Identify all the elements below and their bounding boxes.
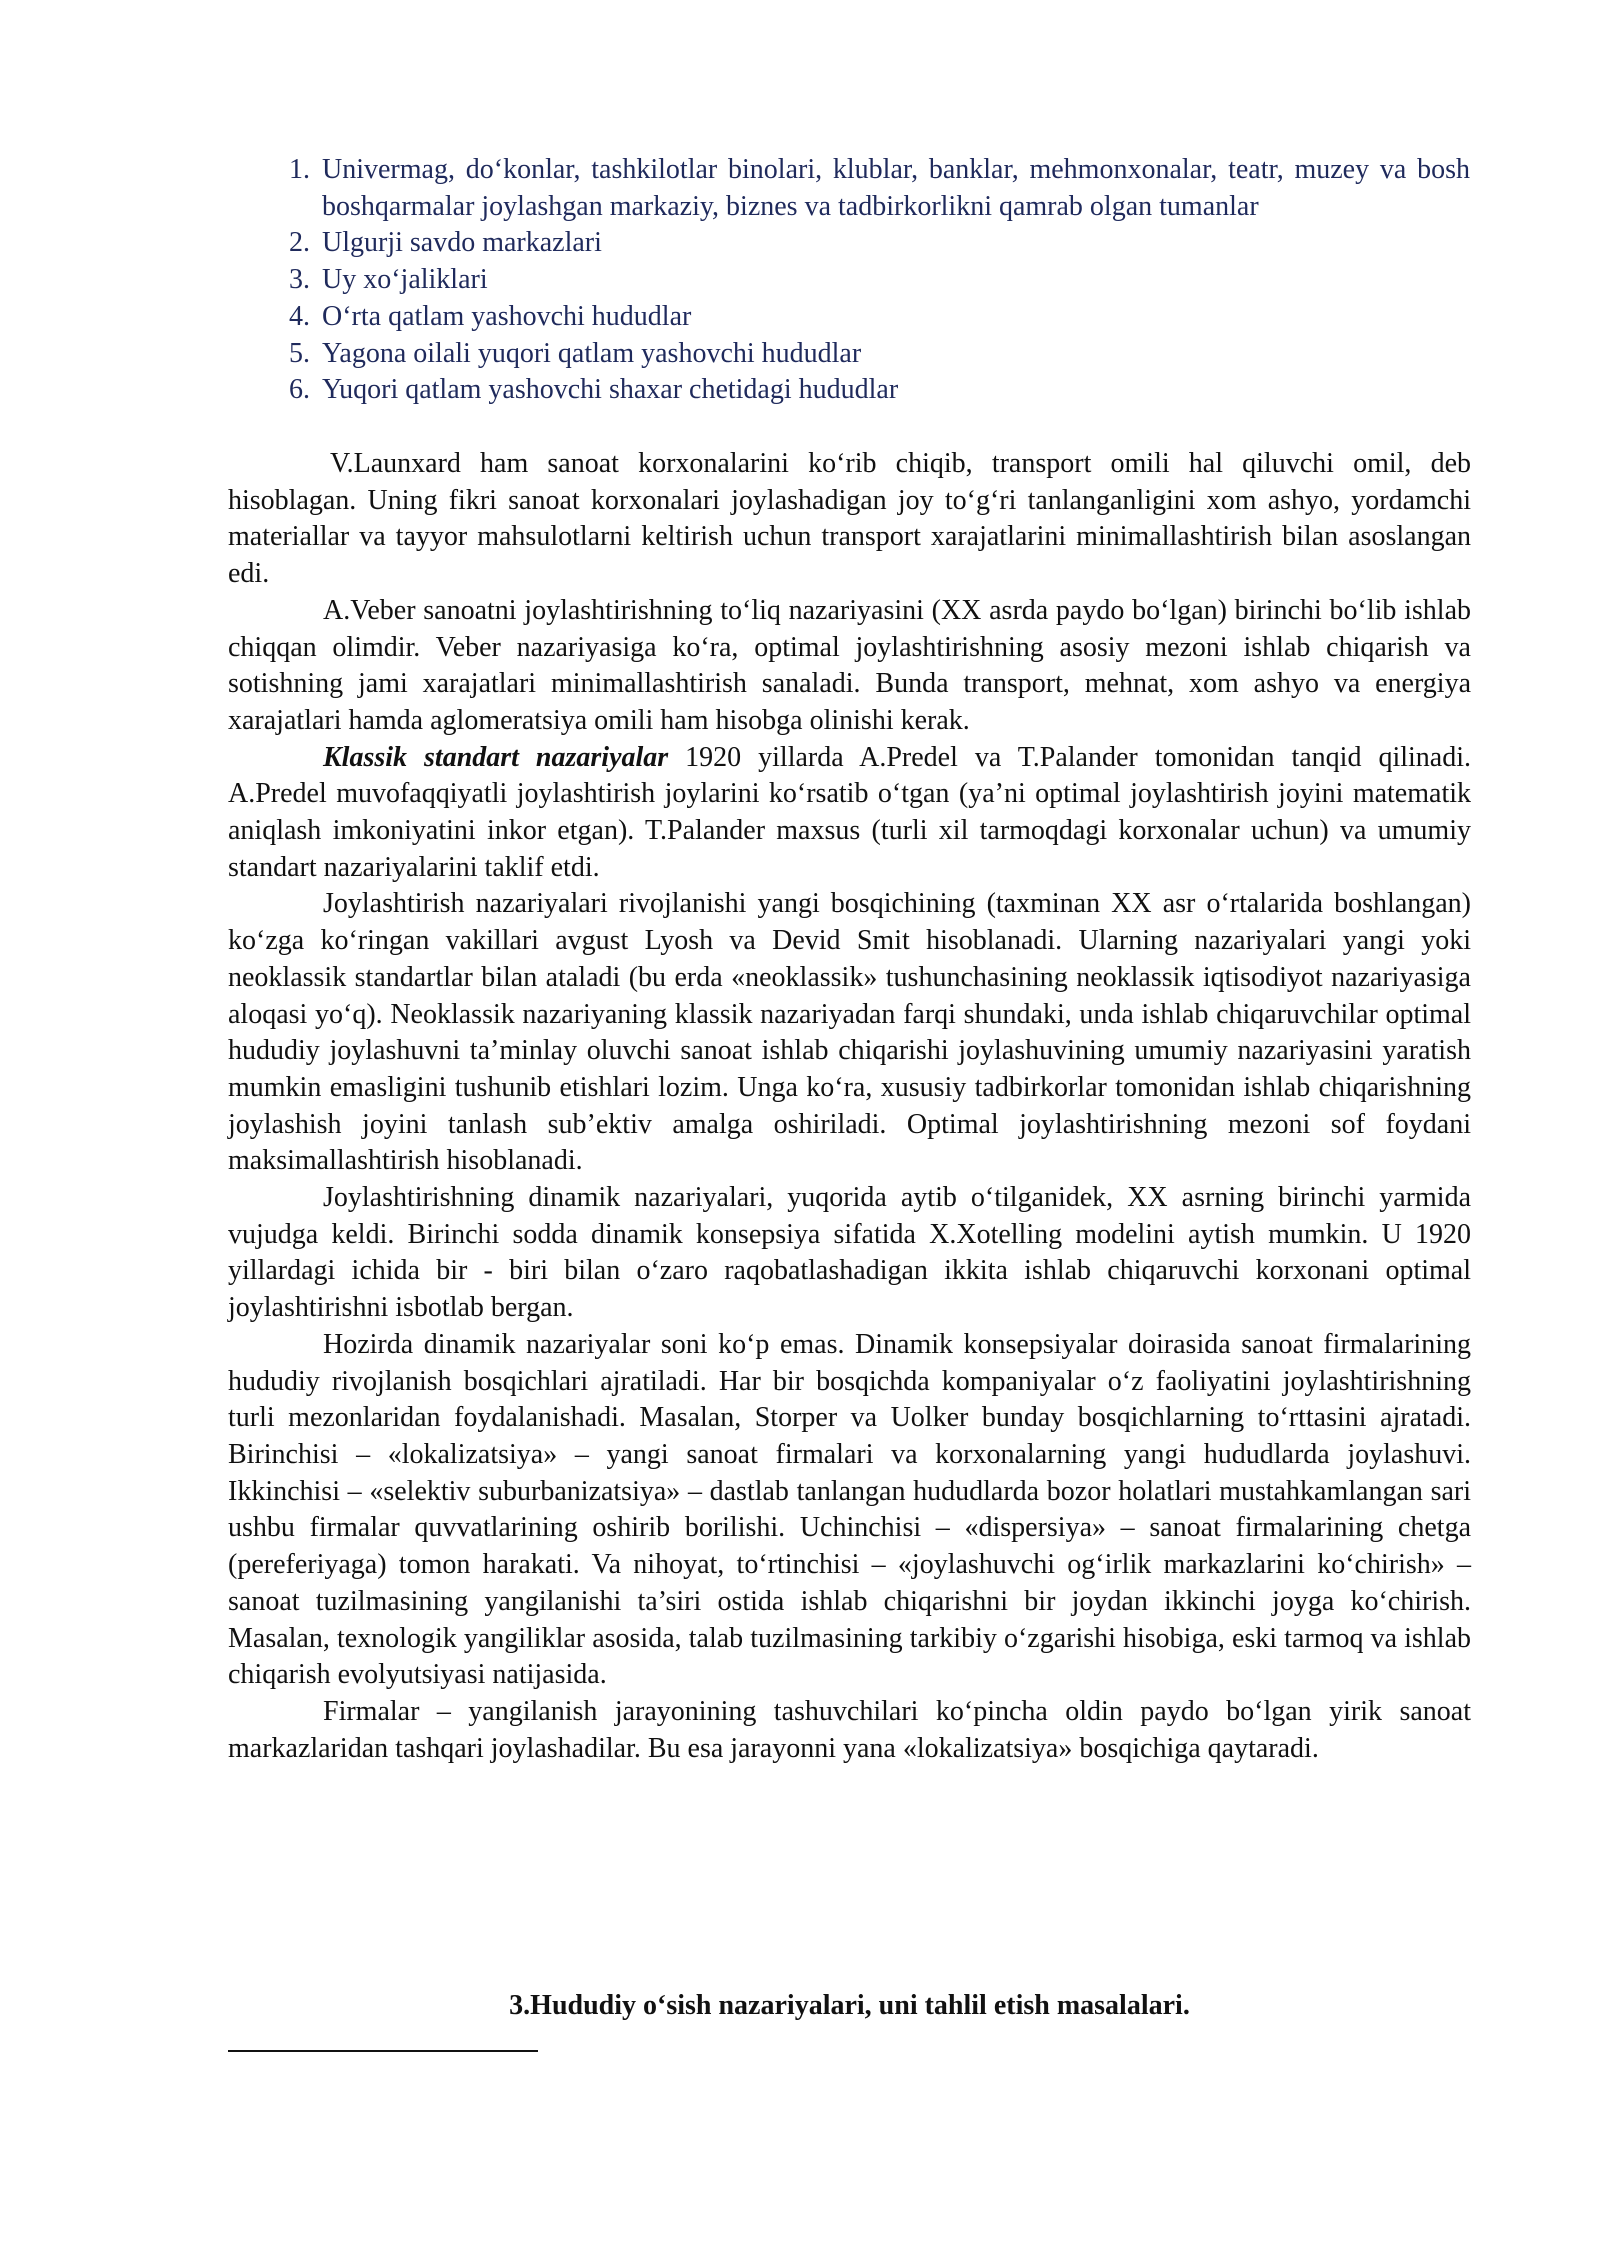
list-item [270, 225, 1470, 262]
list-item [270, 372, 1470, 409]
list-text: Ulgurji savdo markazlari [322, 227, 602, 259]
list-item [270, 152, 1470, 225]
paragraph-veber: A.Veber sanoatni joylashtirishning to‘liq nazariyasini (XX asrda paydo bo‘lgan) birinchi bo‘lib ishlab chiqqan olimdir. Veber nazariyasiga ko‘ra, optimal joylashtirishning asosiy mezoni ishlab chiqarish va sotishning jami xarajatlari minimallashtirish sanaladi. Bunda transport, mehnat, xom ashyo va energiya xarajatlari hamda aglomeratsiya omili ham hisobga olinishi kerak. [228, 594, 1471, 736]
list-item [270, 262, 1470, 299]
list-number: 6. [289, 374, 310, 406]
list-number: 2. [289, 227, 310, 259]
body-text [228, 446, 1471, 1767]
list-text: Uy xo‘jaliklari [322, 264, 488, 296]
paragraph-hozirda: Hozirda dinamik nazariyalar soni ko‘p emas. Dinamik konsepsiyalar doirasida sanoat firmalarining hududiy rivojlanish bosqichlari ajratiladi. Har bir bosqichda kompaniyalar o‘z faoliyatini joylashtirishning turli mezonlaridan foydalanishadi. Masalan, Storper va Uolker bunday bosqichlarning to‘rttasini ajratadi. Birinchisi – «lokalizatsiya» – yangi sanoat firmalari va korxonalarning yangi hududlarda joylashuvi. Ikkinchisi – «selektiv suburbanizatsiya» – dastlab tanlangan hududlarda bozor holatlari mustahkamlangan sari ushbu firmalar quvvatlarining oshirib borilishi. Uchinchisi – «dispersiya» – sanoat firmalarining chetga (pereferiyaga) tomon harakati. Va nihoyat, to‘rtinchisi – «joylashuvchi og‘irlik markazlarini ko‘chirish» – sanoat tuzilmasining yangilanishi ta’siri ostida ishlab chiqarishni bir joydan ikkinchi joyga ko‘chirish. Masalan, texnologik yangiliklar asosida, talab tuzilmasining tarkibiy o‘zgarishi hisobiga, eski tarmoq va ishlab chiqarish evolyutsiyasi natijasida. [228, 1328, 1471, 1691]
paragraph-dinamik: Joylashtirishning dinamik nazariyalari, yuqorida aytib o‘tilganidek, XX asrning birinchi yarmida vujudga keldi. Birinchi sodda dinamik konsepsiya sifatida X.Xotelling modelini aytish mumkin. U 1920 yillardagi ichida bir - biri bilan o‘zaro raqobatlashadigan ikkita ishlab chiqaruvchi korxonani optimal joylashtirishni isbotlab bergan. [228, 1182, 1471, 1324]
section-heading: 3.Hududiy o‘sish nazariyalari, uni tahlil etish masalalari. [509, 1990, 1190, 2021]
paragraph-klassik-text: 1920 yillarda A.Predel va T.Palander tomonidan tanqid qilinadi. A.Predel muvofaqqiyatli joylashtirish joylarini ko‘rsatib o‘tgan (ya’ni optimal joylashtirish joyini matematik aniqlash imkoniyatini inkor etgan). T.Palander maxsus (turli xil tarmoqdagi korxonalar uchun) va umumiy standart nazariyalarini taklif etdi. [228, 741, 1471, 883]
list-text: Yagona oilali yuqori qatlam yashovchi hududlar [322, 337, 862, 369]
list-number: 1. [289, 154, 310, 185]
list-number: 3. [289, 264, 310, 296]
paragraph-lyosh: Joylashtirish nazariyalari rivojlanishi yangi bosqichining (taxminan XX asr o‘rtalarida boshlangan) ko‘zga ko‘ringan vakillari avgust Lyosh va Devid Smit hisoblanadi. Ularning nazariyalari yangi yoki neoklassik standartlar bilan ataladi (bu erda «neoklassik» tushunchasining neoklassik iqtisodiyot nazariyasiga aloqasi yo‘q). Neoklassik nazariyaning klassik nazariyadan farqi shundaki, unda ishlab chiqaruvchilar optimal hududiy joylashuvni ta’minlay oluvchi sanoat ishlab chiqarishi joylashuvining umumiy nazariyasini yaratish mumkin emasligini tushunib etishlari lozim. Unga ko‘ra, xususiy tadbirkorlar tomonidan ishlab chiqarishning joylashish joyini tanlash sub’ektiv amalga oshiriladi. Optimal joylashtirishning mezoni sof foydani maksimallashtirish hisoblanadi. [228, 888, 1471, 1177]
list-number: 4. [289, 300, 310, 332]
emphasized-term: Klassik standart nazariyalar [323, 741, 669, 773]
list-item [270, 336, 1470, 373]
paragraph-firmalar: Firmalar – yangilanish jarayonining tashuvchilari ko‘pincha oldin paydo bo‘lgan yirik sanoat markazlaridan tashqari joylashadilar. Bu esa jarayonni yana «lokalizatsiya» bosqichiga qaytaradi. [228, 1695, 1471, 1764]
list-text: Univermag, do‘konlar, tashkilotlar binolari, klublar, banklar, mehmonxonalar, teatr, muzey va bosh boshqarmalar joylashgan markaziy, biznes va tadbirkorlikni qamrab olgan tumanlar [322, 154, 1470, 222]
footnote-separator [228, 2050, 538, 2052]
list-text: Yuqori qatlam yashovchi shaxar chetidagi hududlar [322, 374, 899, 406]
list-item [270, 299, 1470, 336]
list-text: O‘rta qatlam yashovchi hududlar [322, 300, 692, 332]
numbered-list [270, 152, 1470, 409]
paragraph-klassik [228, 740, 1471, 887]
list-number: 5. [289, 337, 310, 369]
paragraph-launxard: V.Launxard ham sanoat korxonalarini ko‘rib chiqib, transport omili hal qiluvchi omil, deb hisoblagan. Uning fikri sanoat korxonalari joylashadigan joy to‘g‘ri tanlanganligini xom ashyo, yordamchi materiallar va tayyor mahsulotlarni keltirish uchun transport xarajatlarini minimallashtirish bilan asoslangan edi. [228, 448, 1471, 590]
